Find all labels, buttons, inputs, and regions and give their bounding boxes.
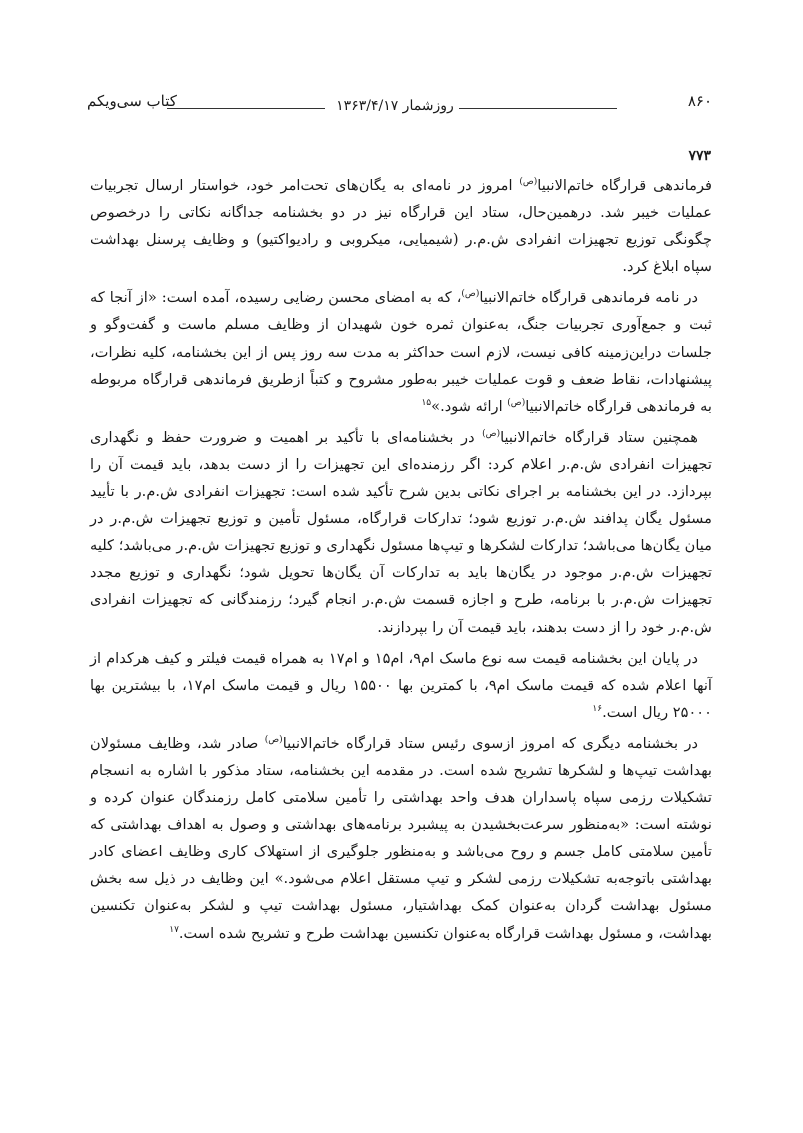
honorific-superscript: (ص) bbox=[264, 735, 283, 746]
honorific-superscript: (ص) bbox=[461, 289, 480, 300]
paragraph-5 bbox=[90, 730, 712, 947]
paragraph-text: فرماندهی قرارگاه خاتم‌الانبیا bbox=[537, 177, 712, 194]
footnote-ref[interactable]: ۱۶ bbox=[592, 703, 603, 714]
paragraph-text: امروز در نامه‌ای به یگان‌های تحت‌امر خود، خواستار ارسال تجربیات عملیات خیبر شد. درهمین‌حال، ستاد این قرارگاه نیز در دو بخشنامه جداگانه نکاتی را درخصوص چگونگی توزیع تجهیزات انفرادی ش.م.ر (شیمیایی، میکروبی و رادیواکتیو) و وظایف پرسنل بهداشت سپاه ابلاغ کرد. bbox=[90, 177, 712, 276]
running-date: روزشمار ۱۳۶۳/۴/۱۷ bbox=[336, 98, 454, 114]
footnote-ref[interactable]: ۱۷ bbox=[169, 924, 179, 935]
paragraph-text: در نامه فرماندهی قرارگاه خاتم‌الانبیا bbox=[479, 289, 698, 307]
page-number: ۸۶۰ bbox=[687, 92, 712, 110]
footnote-ref[interactable]: ۱۵ bbox=[421, 397, 432, 408]
book-title: کتاب سی‌ویکم bbox=[87, 92, 177, 110]
honorific-superscript: (ص) bbox=[507, 397, 526, 408]
paragraph-text: ارائه شود.» bbox=[431, 397, 508, 415]
honorific-superscript: (ص) bbox=[482, 428, 501, 439]
header-rule-left bbox=[167, 108, 325, 109]
paragraph-4 bbox=[90, 645, 712, 726]
paragraph-text: همچنین ستاد قرارگاه خاتم‌الانبیا bbox=[500, 428, 698, 446]
paragraph-1 bbox=[90, 172, 712, 280]
paragraph-3 bbox=[90, 424, 712, 641]
paragraph-text: در بخشنامه دیگری که امروز ازسوی رئیس ستاد قرارگاه خاتم‌الانبیا bbox=[282, 734, 698, 752]
paragraph-text: در بخشنامه‌ای با تأکید بر اهمیت و ضرورت حفظ و نگهداری تجهیزات انفرادی ش.م.ر اعلام کرد: اگر رزمنده‌ای این تجهیزات را از دست بدهد، باید قیمت آن را بپردازد. در این بخشنامه بر اجرای نکاتی بدین شرح تأکید شده است: تجهیزات انفرادی ش.م.ر با تأیید مسئول یگان پدافند ش.م.ر توزیع شود؛ تدارکات قرارگاه، مسئول تأمین و توزیع تجهیزات ش.م.ر در میان یگان‌ها می‌باشد؛ تدارکات لشکرها و تیپ‌ها مسئول نگهداری و توزیع تجهیزات ش.م.ر می‌باشد؛ کلیه تجهیزات ش.م.ر موجود در یگان‌ها باید به تدارکات آن یگان‌ها تحویل شود؛ نگهداری و توزیع مجدد تجهیزات ش.م.ر با برنامه، طرح و اجازه قسمت ش.م.ر انجام گیرد؛ رزمندگانی که تجهیزات انفرادی ش.م.ر خود را از دست بدهند، باید قیمت آن را بپردازند. bbox=[90, 428, 712, 636]
paragraph-text: صادر شد، وظایف مسئولان بهداشت تیپ‌ها و لشکرها تشریح شده است. در مقدمه این بخشنامه، ستاد مذکور با اشاره به انسجام تشکیلات رزمی سپاه پاسداران هدف واحد بهداشتی را تأمین سلامتی کامل رزمندگان عنوان کرده و نوشته است: «به‌منظور سرعت‌بخشیدن به پیشبرد برنامه‌های بهداشتی و وصول به اهداف بهداشتی که تأمین سلامتی کامل جسم و روح می‌باشد و به‌منظور جلوگیری از استهلاک کاری وظایف اعضای کادر بهداشتی باتوجه‌به تشکیلات رزمی لشکر و تیپ مستقل اعلام می‌شود.» این وظایف در ذیل سه بخش مسئول بهداشت گردان به‌عنوان کمک بهداشتیار، مسئول بهداشت تیپ و لشکر به‌عنوان تکنسین بهداشت، و مسئول بهداشت قرارگاه به‌عنوان تکنسین بهداشت طرح و تشریح شده است. bbox=[90, 734, 712, 942]
running-header bbox=[87, 86, 712, 116]
header-rule-right bbox=[459, 108, 617, 109]
paragraph-text: ، که به امضای محسن رضایی رسیده، آمده است: «از آنجا که ثبت و جمع‌آوری تجربیات جنگ، به‌عنوان ثمره خون شهیدان از وظایف مسلم ماست و گفت‌وگو و جلسات دراین‌زمینه کافی نیست، لازم است حداکثر به مدت سه روز پس از این بخشنامه، کلیه نظرات، پیشنهادات، نقاط ضعف و قوت عملیات خیبر به‌طور مشروح و کتباً ازطریق فرماندهی قرارگاه مربوطه به فرماندهی قرارگاه خاتم‌الانبیا bbox=[90, 289, 712, 415]
paragraph-text: در پایان این بخشنامه قیمت سه نوع ماسک ام۹، ام۱۵ و ام۱۷ به همراه قیمت فیلتر و کیف هرکدام از آنها اعلام شده که قیمت ماسک ام۹، با کمترین بها ۱۵۵۰۰ ریال و قیمت ماسک ام۱۷، با بیشترین بها ۲۵۰۰۰ ریال است. bbox=[90, 649, 712, 721]
entry-number: ۷۷۳ bbox=[688, 148, 711, 164]
honorific-superscript: (ص) bbox=[519, 177, 538, 188]
body-text bbox=[90, 172, 712, 951]
paragraph-2 bbox=[90, 284, 712, 419]
